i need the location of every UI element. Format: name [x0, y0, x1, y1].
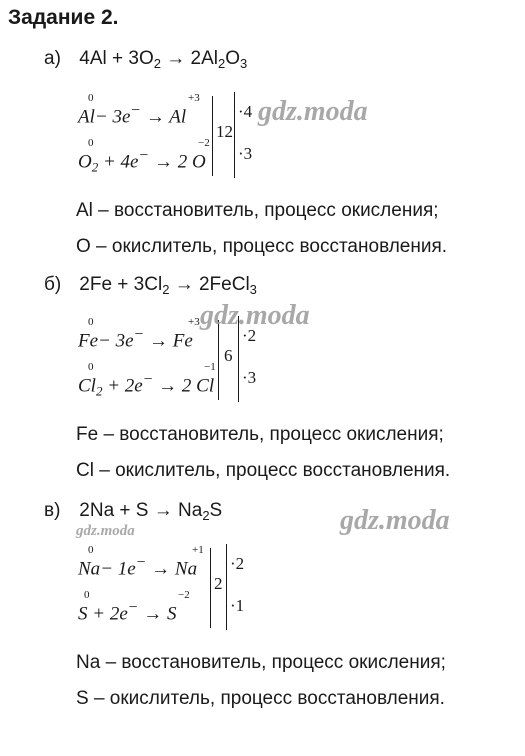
- explanation-a-2: O – окислитель, процесс восстановления.: [76, 236, 448, 257]
- multiplier-b1: ·2: [242, 326, 257, 345]
- multiplier-c2: ·1: [230, 596, 245, 615]
- watermark: gdz.moda: [200, 300, 310, 331]
- equation-a: а) $4Al + 3O_2 \to 2Al_2O_3$: [44, 48, 248, 71]
- task-title: Задание 2.: [8, 6, 119, 29]
- balance-divider: [226, 544, 227, 630]
- multiplier-c1: ·2: [230, 554, 245, 573]
- half-reaction-reduction-a: $O_2 + 4e^- \to 2$ O: [78, 147, 206, 175]
- half-reaction-reduction-b: $Cl_2 + 2e^- \to 2$ Cl: [78, 371, 215, 399]
- multiplier-b2: ·3: [242, 368, 257, 387]
- half-reaction-oxidation-b: Fe− 3e− → Fe: [78, 326, 193, 352]
- half-reaction-oxidation-c: Na− 1e− → Na: [78, 554, 198, 580]
- half-reaction-oxidation-a: Al− 3e− → Al: [78, 102, 187, 128]
- explanation-b-2: Cl – окислитель, процесс восстановления.: [76, 460, 451, 481]
- part-label-b: б): [44, 274, 62, 295]
- multiplier-a2: ·3: [238, 144, 253, 163]
- watermark: gdz.moda: [76, 523, 135, 539]
- balance-divider: [210, 548, 211, 628]
- equation-c: в) $2Na + S \to Na_2S$: [44, 500, 223, 523]
- explanation-a-1: Al – восстановитель, процесс окисления;: [76, 200, 439, 221]
- part-label-c: в): [44, 500, 61, 521]
- part-label-a: а): [44, 48, 61, 69]
- lcm-a: 12: [216, 122, 233, 141]
- balance-divider: [234, 92, 235, 178]
- lcm-b: 6: [224, 346, 233, 365]
- multiplier-a1: ·4: [238, 102, 253, 121]
- watermark: gdz.moda: [340, 505, 450, 536]
- explanation-c-1: Na – восстановитель, процесс окисления;: [76, 652, 446, 673]
- half-reaction-reduction-c: S + 2e− → S: [78, 599, 177, 625]
- watermark: gdz.moda: [258, 96, 368, 127]
- explanation-c-2: S – окислитель, процесс восстановления.: [76, 688, 445, 709]
- lcm-c: 2: [214, 574, 223, 593]
- explanation-b-1: Fe – восстановитель, процесс окисления;: [76, 424, 444, 445]
- balance-divider: [212, 96, 213, 176]
- equation-b: б) $2Fe + 3Cl_2$ → 2FeCl$_3$: [44, 274, 257, 297]
- balance-divider: [218, 320, 219, 400]
